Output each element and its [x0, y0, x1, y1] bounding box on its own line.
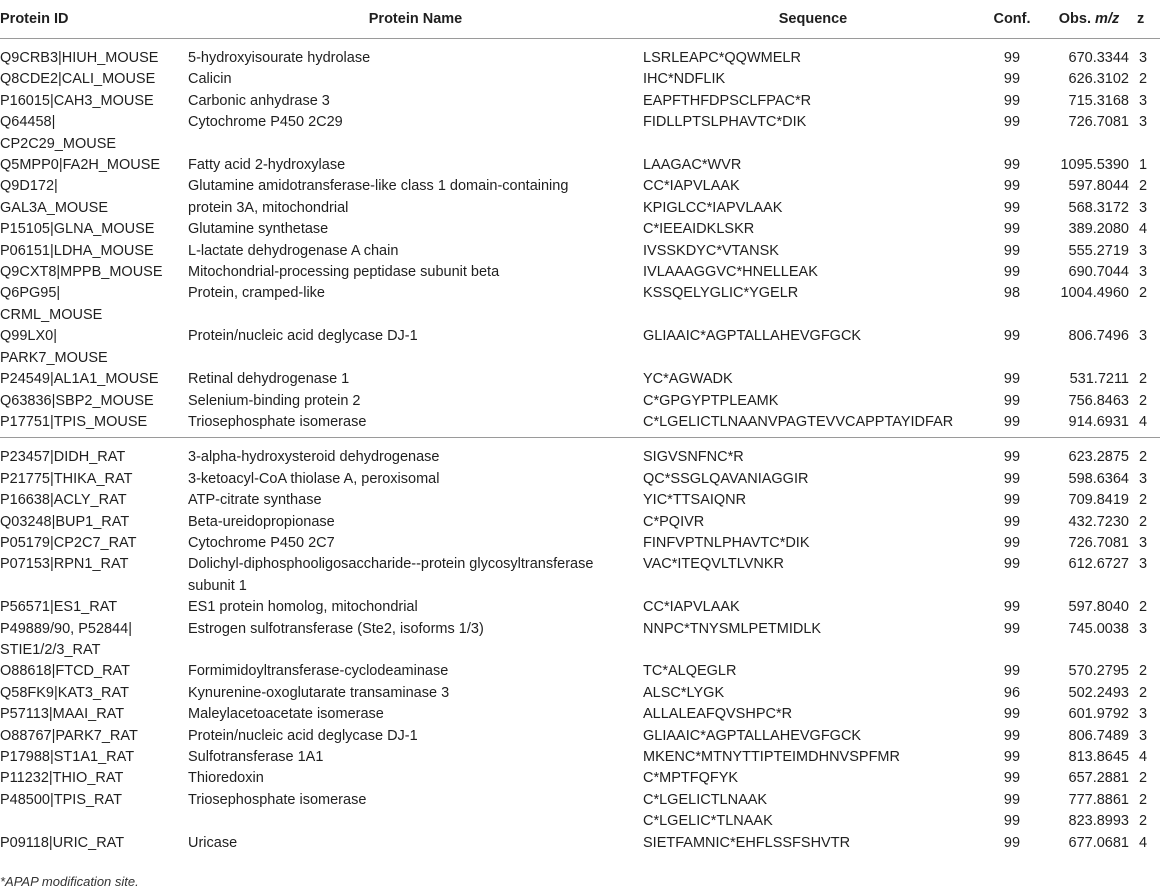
- conf-cell: 99: [1003, 620, 1021, 637]
- obs-mz-cell: 598.6364: [1068, 470, 1129, 487]
- protein-name-cell: 3-ketoacyl-CoA thiolase A, peroxisomal: [188, 470, 440, 487]
- obs-mz-cell: 612.6727: [1068, 556, 1129, 573]
- conf-cell: 99: [1003, 556, 1021, 573]
- z-cell: 3: [1139, 264, 1148, 281]
- table-row: [0, 176, 1160, 197]
- obs-mz-cell: 1095.5390: [1060, 157, 1129, 174]
- z-cell: 3: [1139, 470, 1148, 487]
- protein-name-cell: Sulfotransferase 1A1: [188, 749, 324, 765]
- table-row: [0, 683, 1160, 704]
- protein-name-cell: Thioredoxin: [188, 770, 264, 787]
- obs-mz-cell: 690.7044: [1068, 264, 1129, 281]
- obs-mz-cell: 531.7211: [1069, 371, 1129, 388]
- protein-id-cell: P06151|LDHA_MOUSE: [0, 242, 154, 259]
- protein-name-cell: ATP-citrate synthase: [188, 492, 322, 509]
- protein-id-cell: P05179|CP2C7_RAT: [0, 534, 137, 551]
- conf-cell: 99: [1003, 371, 1021, 388]
- table-row: [0, 768, 1160, 789]
- z-cell: 2: [1139, 770, 1148, 787]
- sequence-cell: GLIAAIC*AGPTALLAHEVGFGCK: [643, 727, 862, 744]
- protein-id-cell: Q58FK9|KAT3_RAT: [0, 684, 129, 701]
- conf-cell: 99: [1003, 663, 1021, 680]
- sequence-cell: IHC*NDFLIK: [643, 71, 726, 88]
- z-cell: 4: [1139, 749, 1148, 765]
- z-cell: 4: [1139, 834, 1148, 851]
- z-cell: 4: [1139, 221, 1148, 238]
- conf-cell: 99: [1003, 264, 1021, 281]
- conf-cell: 99: [1003, 834, 1021, 851]
- conf-cell: 99: [983, 438, 1041, 469]
- sequence-cell: NNPC*TNYSMLPETMIDLK: [643, 620, 822, 637]
- protein-name-cell: Protein/nucleic acid deglycase DJ-1: [188, 727, 418, 744]
- sequence-cell: EAPFTHFDPSCLFPAC*R: [643, 92, 812, 109]
- table-row: [0, 438, 1160, 469]
- z-cell: 3: [1139, 620, 1148, 637]
- table-row: [0, 39, 1160, 70]
- conf-cell: 99: [1003, 114, 1021, 131]
- obs-mz-cell: 777.8861: [1068, 791, 1129, 808]
- z-cell: 3: [1139, 706, 1148, 723]
- conf-cell: 99: [1003, 791, 1021, 808]
- protein-id-cell: GAL3A_MOUSE: [0, 199, 108, 216]
- z-cell: 2: [1139, 492, 1148, 509]
- z-cell: 3: [1139, 727, 1148, 744]
- sequence-cell: C*IEEAIDKLSKR: [643, 221, 755, 238]
- sequence-cell: FINFVPTNLPHAVTC*DIK: [643, 534, 810, 551]
- conf-cell: 99: [1003, 749, 1021, 765]
- table-row: [0, 369, 1160, 390]
- protein-id-cell: P49889/90, P52844| STIE1/2/3_RAT: [0, 620, 132, 658]
- protein-name-cell: Selenium-binding protein 2: [188, 392, 361, 409]
- z-cell: 3: [1139, 114, 1148, 131]
- protein-id-cell: P24549|AL1A1_MOUSE: [0, 371, 159, 388]
- protein-id-cell: P15105|GLNA_MOUSE: [0, 221, 155, 238]
- table-row: [0, 790, 1160, 811]
- obs-mz-cell: 726.7081: [1068, 114, 1129, 131]
- obs-mz-cell: 502.2493: [1068, 684, 1129, 701]
- table-row: [0, 469, 1160, 490]
- protein-id-cell: Q9CXT8|MPPB_MOUSE: [0, 264, 163, 281]
- table-row: [0, 283, 1160, 326]
- z-cell: 2: [1139, 71, 1148, 88]
- sequence-cell: CC*IAPVLAAK: [643, 599, 740, 616]
- conf-cell: 99: [1003, 513, 1021, 530]
- protein-name-cell: Protein/nucleic acid deglycase DJ-1: [188, 328, 418, 345]
- obs-mz-cell: 568.3172: [1068, 199, 1129, 216]
- header-protein-name: Protein Name: [368, 11, 463, 27]
- conf-cell: 99: [1003, 413, 1021, 430]
- table-row: [0, 198, 1160, 219]
- footnote: *APAP modification site.: [0, 874, 139, 889]
- sequence-cell: LAAGAC*WVR: [643, 157, 742, 174]
- table-row: [0, 69, 1160, 90]
- table-row: [0, 704, 1160, 725]
- table-row: [0, 554, 1160, 597]
- conf-cell: 96: [1003, 684, 1021, 701]
- conf-cell: 99: [1003, 706, 1021, 723]
- table-row: [0, 619, 1160, 662]
- protein-name-cell: protein 3A, mitochondrial: [188, 199, 349, 216]
- protein-name-cell: Beta-ureidopropionase: [188, 513, 335, 530]
- z-cell: 2: [1139, 178, 1148, 195]
- protein-name-cell: Protein, cramped-like: [188, 285, 325, 302]
- conf-cell: 99: [1003, 157, 1021, 174]
- z-cell: 2: [1139, 599, 1148, 616]
- obs-mz-cell: 745.0038: [1068, 620, 1129, 637]
- protein-id-cell: P09118|URIC_RAT: [0, 834, 125, 851]
- protein-id-cell: Q63836|SBP2_MOUSE: [0, 392, 154, 409]
- sequence-cell: IVLAAAGGVC*HNELLEAK: [643, 264, 818, 281]
- table-row: [0, 661, 1160, 682]
- z-cell: 2: [1139, 684, 1148, 701]
- protein-name-cell: L-lactate dehydrogenase A chain: [188, 242, 399, 259]
- obs-mz-cell: 555.2719: [1068, 242, 1129, 259]
- protein-id-cell: P11232|THIO_RAT: [0, 770, 124, 787]
- protein-name-cell: Uricase: [188, 834, 238, 851]
- obs-mz-cell: 756.8463: [1068, 392, 1129, 409]
- table-row: [0, 412, 1160, 438]
- z-cell: 4: [1139, 413, 1148, 430]
- protein-id-cell: P07153|RPN1_RAT: [0, 556, 129, 573]
- z-cell: 3: [1139, 534, 1148, 551]
- sequence-cell: C*LGELIC*TLNAAK: [643, 813, 773, 830]
- sequence-cell: GLIAAIC*AGPTALLAHEVGFGCK: [643, 328, 862, 345]
- header-obs-mz: [1041, 0, 1137, 39]
- protein-name-cell: Fatty acid 2-hydroxylase: [188, 157, 346, 174]
- table-row: [0, 391, 1160, 412]
- obs-mz-cell: 597.8044: [1068, 178, 1129, 195]
- protein-name-cell: Cytochrome P450 2C29: [188, 114, 343, 131]
- table-row: [0, 155, 1160, 176]
- protein-id-cell: Q64458| CP2C29_MOUSE: [0, 114, 117, 152]
- z-cell: 2: [1139, 791, 1148, 808]
- protein-id-cell: Q03248|BUP1_RAT: [0, 513, 130, 530]
- header-z: z: [1137, 11, 1145, 27]
- table-row: [0, 326, 1160, 369]
- protein-id-cell: P23457|DIDH_RAT: [0, 438, 188, 469]
- obs-mz-cell: 677.0681: [1068, 834, 1129, 851]
- table-row: [0, 811, 1160, 832]
- protein-name-cell: Estrogen sulfotransferase (Ste2, isoforms 1/3): [188, 620, 484, 637]
- obs-mz-cell: 597.8040: [1068, 599, 1129, 616]
- protein-name-cell: Calicin: [188, 71, 232, 88]
- conf-cell: 99: [1003, 199, 1021, 216]
- conf-cell: 99: [1003, 242, 1021, 259]
- protein-name-cell: Triosephosphate isomerase: [188, 791, 367, 808]
- conf-cell: 99: [1003, 178, 1021, 195]
- protein-id-cell: Q5MPP0|FA2H_MOUSE: [0, 157, 161, 174]
- table-row: [0, 726, 1160, 747]
- sequence-cell: FIDLLPTSLPHAVTC*DIK: [643, 114, 807, 131]
- z-cell: 2: [1139, 285, 1148, 302]
- header-protein-id: Protein ID: [0, 11, 69, 27]
- obs-mz-cell: 813.8645: [1068, 749, 1129, 765]
- table-row: [0, 219, 1160, 240]
- header-sequence: Sequence: [778, 11, 848, 27]
- z-cell: 1: [1139, 157, 1148, 174]
- obs-mz-cell: 715.3168: [1068, 92, 1129, 109]
- obs-mz-cell: 670.3344: [1068, 50, 1129, 66]
- table-row: [0, 597, 1160, 618]
- table-row: [0, 747, 1160, 768]
- sequence-cell: C*PQIVR: [643, 513, 705, 530]
- conf-cell: 99: [1003, 813, 1021, 830]
- z-cell: 3: [1139, 242, 1148, 259]
- sequence-cell: SIETFAMNIC*EHFLSSFSHVTR: [643, 834, 851, 851]
- sequence-cell: KSSQELYGLIC*YGELR: [643, 285, 799, 302]
- obs-mz-cell: 389.2080: [1068, 221, 1129, 238]
- sequence-cell: QC*SSGLQAVANIAGGIR: [643, 470, 809, 487]
- protein-name-cell: Carbonic anhydrase 3: [188, 92, 330, 109]
- protein-id-cell: Q9CRB3|HIUH_MOUSE: [0, 50, 159, 66]
- obs-mz-cell: 726.7081: [1068, 534, 1129, 551]
- z-cell: 2: [1139, 813, 1148, 830]
- protein-name-cell: Formimidoyltransferase-cyclodeaminase: [188, 663, 449, 680]
- sequence-cell: VAC*ITEQVLTLVNKR: [643, 556, 785, 573]
- conf-cell: 99: [1003, 50, 1021, 66]
- table-row: [0, 112, 1160, 155]
- protein-name-cell: Mitochondrial-processing peptidase subunit beta: [188, 264, 500, 281]
- conf-cell: 99: [1003, 770, 1021, 787]
- conf-cell: 99: [1003, 534, 1021, 551]
- z-cell: 3: [1139, 556, 1148, 573]
- conf-cell: 99: [1003, 492, 1021, 509]
- sequence-cell: ALLALEAFQVSHPC*R: [643, 706, 793, 723]
- table-row: [0, 262, 1160, 283]
- obs-mz-cell: 806.7489: [1068, 727, 1129, 744]
- protein-name-cell: Glutamine synthetase: [188, 221, 329, 238]
- sequence-cell: YIC*TTSAIQNR: [643, 492, 747, 509]
- obs-mz-cell: 601.9792: [1068, 706, 1129, 723]
- protein-name-cell: 5-hydroxyisourate hydrolase: [188, 50, 371, 66]
- header-obs-mz-text: Obs. m/z: [1058, 11, 1120, 27]
- sequence-cell: TC*ALQEGLR: [643, 663, 737, 680]
- protein-id-cell: P57113|MAAI_RAT: [0, 706, 125, 723]
- obs-mz-cell: 1004.4960: [1060, 285, 1129, 302]
- z-cell: 2: [1139, 371, 1148, 388]
- z-cell: 2: [1139, 513, 1148, 530]
- protein-name-cell: 3-alpha-hydroxysteroid dehydrogenase: [188, 438, 643, 469]
- obs-mz-cell: 806.7496: [1068, 328, 1129, 345]
- sequence-cell: C*MPTFQFYK: [643, 770, 739, 787]
- protein-name-cell: Glutamine amidotransferase-like class 1 domain-containing: [188, 178, 569, 195]
- sequence-cell: C*LGELICTLNAANVPAGTEVVCAPPTAYIDFAR: [643, 413, 954, 430]
- z-cell: 3: [1139, 199, 1148, 216]
- conf-cell: 99: [1003, 392, 1021, 409]
- conf-cell: 99: [1003, 92, 1021, 109]
- conf-cell: 99: [1003, 221, 1021, 238]
- z-cell: 3: [1139, 50, 1148, 66]
- protein-name-cell: ES1 protein homolog, mitochondrial: [188, 599, 418, 616]
- protein-name-cell: Dolichyl-diphosphooligosaccharide--protein glycosyltransferase subunit 1: [188, 556, 594, 594]
- protein-id-cell: [0, 811, 188, 832]
- protein-id-cell: Q9D172|: [0, 178, 58, 195]
- protein-id-cell: P48500|TPIS_RAT: [0, 791, 122, 808]
- protein-name-cell: [188, 811, 643, 832]
- header-row: [0, 0, 1160, 39]
- sequence-cell: LSRLEAPC*QQWMELR: [643, 50, 801, 66]
- conf-cell: 99: [1003, 727, 1021, 744]
- table-row: [0, 490, 1160, 511]
- conf-cell: 98: [1003, 285, 1021, 302]
- protein-id-cell: O88618|FTCD_RAT: [0, 663, 131, 680]
- protein-id-cell: P17751|TPIS_MOUSE: [0, 413, 148, 430]
- protein-name-cell: Kynurenine-oxoglutarate transaminase 3: [188, 684, 450, 701]
- sequence-cell: IVSSKDYC*VTANSK: [643, 242, 779, 259]
- protein-id-cell: P16638|ACLY_RAT: [0, 492, 127, 509]
- sequence-cell: CC*IAPVLAAK: [643, 178, 740, 195]
- obs-mz-cell: 823.8993: [1068, 813, 1129, 830]
- obs-mz-cell: 657.2881: [1068, 770, 1129, 787]
- table-row: [0, 512, 1160, 533]
- conf-cell: 99: [1003, 328, 1021, 345]
- protein-id-cell: Q8CDE2|CALI_MOUSE: [0, 71, 156, 88]
- obs-mz-cell: 623.2875: [1041, 438, 1137, 469]
- header-conf: Conf.: [993, 11, 1031, 27]
- protein-name-cell: Retinal dehydrogenase 1: [188, 371, 350, 388]
- sequence-cell: C*GPGYPTPLEAMK: [643, 392, 779, 409]
- sequence-cell: C*LGELICTLNAAK: [643, 791, 768, 808]
- z-cell: 3: [1139, 92, 1148, 109]
- table-row: [0, 91, 1160, 112]
- obs-mz-cell: 432.7230: [1068, 513, 1129, 530]
- sequence-cell: SIGVSNFNC*R: [643, 438, 983, 469]
- z-cell: 2: [1139, 392, 1148, 409]
- sequence-cell: ALSC*LYGK: [643, 684, 725, 701]
- protein-id-cell: P56571|ES1_RAT: [0, 599, 118, 616]
- protein-id-cell: P17988|ST1A1_RAT: [0, 749, 135, 765]
- conf-cell: 99: [1003, 470, 1021, 487]
- protein-name-cell: Maleylacetoacetate isomerase: [188, 706, 384, 723]
- obs-mz-cell: 914.6931: [1068, 413, 1129, 430]
- z-cell: 3: [1139, 328, 1148, 345]
- protein-name-cell: Cytochrome P450 2C7: [188, 534, 335, 551]
- sequence-cell: KPIGLCC*IAPVLAAK: [643, 199, 783, 216]
- table-row: [0, 241, 1160, 262]
- obs-mz-cell: 709.8419: [1068, 492, 1129, 509]
- protein-id-cell: P16015|CAH3_MOUSE: [0, 92, 154, 109]
- obs-mz-cell: 570.2795: [1068, 663, 1129, 680]
- conf-cell: 99: [1003, 71, 1021, 88]
- protein-id-cell: Q99LX0| PARK7_MOUSE: [0, 328, 108, 366]
- protein-id-cell: P21775|THIKA_RAT: [0, 470, 133, 487]
- table-row: [0, 533, 1160, 554]
- protein-name-cell: Triosephosphate isomerase: [188, 413, 367, 430]
- z-cell: 2: [1137, 438, 1160, 469]
- protein-id-cell: O88767|PARK7_RAT: [0, 727, 138, 744]
- conf-cell: 99: [1003, 599, 1021, 616]
- obs-mz-cell: 626.3102: [1068, 71, 1129, 88]
- sequence-cell: YC*AGWADK: [643, 371, 733, 388]
- sequence-cell: MKENC*MTNYTTIPTEIMDHNVSPFMR: [643, 749, 900, 765]
- protein-id-cell: Q6PG95| CRML_MOUSE: [0, 285, 103, 323]
- z-cell: 2: [1139, 663, 1148, 680]
- table-row: [0, 833, 1160, 854]
